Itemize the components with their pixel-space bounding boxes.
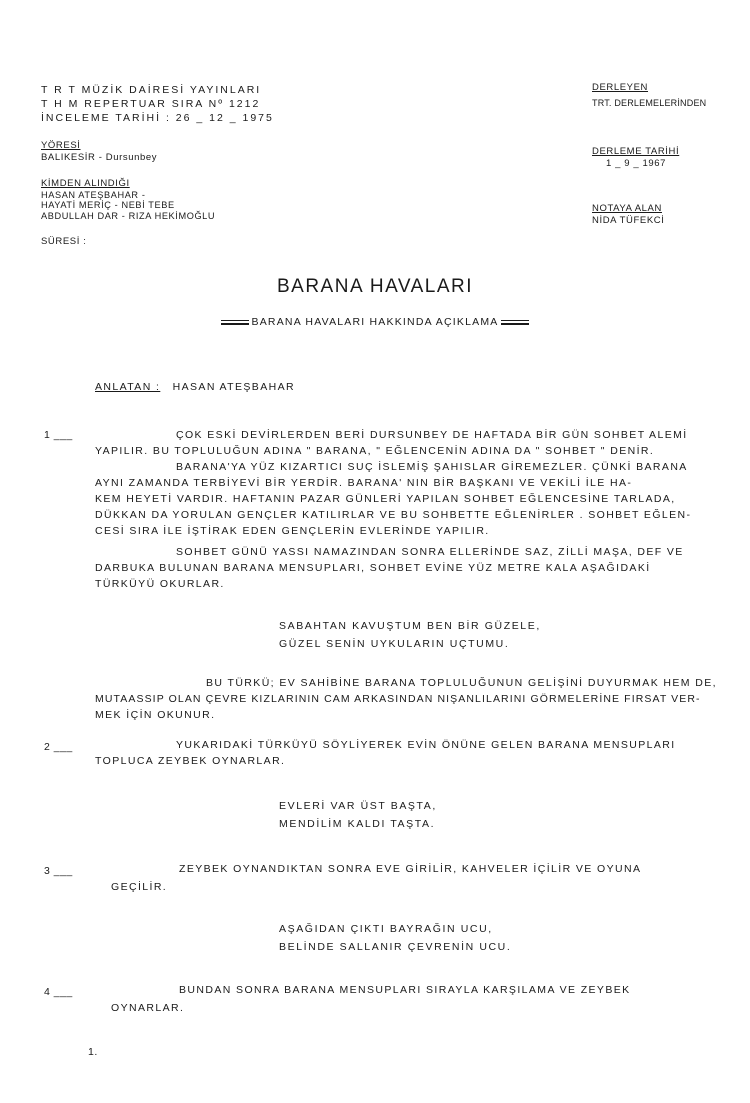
section-line: YAPILIR. BU TOPLULUĞUN ADINA " BARANA, " EĞLENCENİN ADINA DA " SOHBET " DENİR.	[95, 445, 655, 457]
section-line: ÇOK ESKİ DEVİRLERDEN BERİ DURSUNBEY DE HAFTADA BİR GÜN SOHBET ALEMİ	[176, 429, 688, 441]
derleme-tarihi-block	[592, 146, 679, 169]
kimden-label: KİMDEN ALINDIĞI	[41, 178, 130, 189]
derleme-tarihi-value: 1 _ 9 _ 1967	[606, 157, 667, 169]
section-number: 3 ___	[44, 865, 73, 877]
section-line: TÜRKÜYÜ OKURLAR.	[95, 578, 225, 590]
repertoire-line: T H M REPERTUAR SIRA Nº 1212	[41, 98, 261, 110]
source-line: HASAN ATEŞBAHAR -	[41, 189, 146, 200]
section-line: DÜKKAN DA YORULAN GENÇLER KATILIRLAR VE BU SOHBETTE EĞLENİRLER . SOHBET EĞLEN-	[95, 509, 692, 521]
derleyen-block	[592, 82, 706, 109]
verse-line: GÜZEL SENİN UYKULARIN UÇTUMU.	[279, 638, 510, 650]
section-number: 1 ___	[44, 429, 73, 441]
notaya-value: NİDA TÜFEKCİ	[592, 214, 665, 226]
source-line: ABDULLAH DAR - RIZA HEKİMOĞLU	[41, 210, 216, 221]
section-line: SOHBET GÜNÜ YASSI NAMAZINDAN SONRA ELLERİNDE SAZ, ZİLLİ MAŞA, DEF VE	[176, 546, 684, 558]
section-line: DARBUKA BULUNAN BARANA MENSUPLARI, SOHBET EVİNE YÜZ METRE KALA AŞAĞIDAKİ	[95, 562, 651, 574]
verse	[279, 920, 511, 956]
derleme-tarihi-label: DERLEME TARİHİ	[592, 146, 680, 157]
derleyen-value: TRT. DERLEMELERİNDEN	[592, 97, 707, 108]
anlatan-row	[95, 380, 295, 395]
notaya-block	[592, 203, 664, 226]
verse-line: SABAHTAN KAVUŞTUM BEN BİR GÜZELE,	[279, 620, 541, 632]
suresi-label: SÜRESİ :	[41, 236, 87, 247]
section-line: YUKARIDAKİ TÜRKÜYÜ SÖYLİYEREK EVİN ÖNÜNE GELEN BARANA MENSUPLARI	[176, 739, 676, 751]
yoresi-value: BALIKESİR - Dursunbey	[41, 151, 158, 163]
section-line: BU TÜRKÜ; EV SAHİBİNE BARANA TOPLULUĞUNUN GELİŞİNİ DUYURMAK HEM DE,	[206, 677, 717, 689]
page-number: 1.	[88, 1046, 98, 1058]
yoresi-block	[41, 140, 157, 163]
source-line: HAYATİ MERİÇ - NEBİ TEBE	[41, 200, 175, 210]
verse-line: AŞAĞIDAN ÇIKTI BAYRAĞIN UCU,	[279, 923, 493, 935]
notaya-label: NOTAYA ALAN	[592, 203, 662, 214]
derleyen-label: DERLEYEN	[592, 82, 649, 93]
header-left	[41, 83, 274, 125]
verse-line: EVLERİ VAR ÜST BAŞTA,	[279, 800, 437, 812]
section-line: MEK İÇİN OKUNUR.	[95, 709, 216, 721]
section-line: BARANA'YA YÜZ KIZARTICI SUÇ İSLEMİŞ ŞAHISLAR GİREMEZLER. ÇÜNKİ BARANA	[176, 461, 688, 473]
rule-left	[221, 320, 249, 325]
anlatan-value: HASAN ATEŞBAHAR	[172, 381, 295, 393]
yoresi-label: YÖRESİ	[41, 140, 81, 151]
page-title: BARANA HAVALARI	[276, 276, 474, 297]
section-line: CESİ SIRA İLE İŞTİRAK EDEN GENÇLERİN EVLERİNDE YAPILIR.	[95, 525, 490, 537]
rule-right	[501, 320, 529, 325]
section-line: OYNARLAR.	[111, 1002, 185, 1014]
review-date-line: İNCELEME TARİHİ : 26 _ 12 _ 1975	[41, 112, 274, 124]
section-line: GEÇİLİR.	[111, 881, 168, 893]
section-line: BUNDAN SONRA BARANA MENSUPLARI SIRAYLA KARŞILAMA VE ZEYBEK	[179, 984, 631, 996]
verse-line: MENDİLİM KALDI TAŞTA.	[279, 818, 436, 830]
section-line: TOPLUCA ZEYBEK OYNARLAR.	[95, 755, 286, 767]
verse	[279, 797, 437, 833]
kimden-block	[41, 178, 215, 221]
section-number: 2 ___	[44, 741, 73, 753]
archive-line: T R T MÜZİK DAİRESİ YAYINLARI	[41, 84, 262, 96]
verse-line: BELİNDE SALLANIR ÇEVRENİN UCU.	[279, 941, 512, 953]
section-line: ZEYBEK OYNANDIKTAN SONRA EVE GİRİLİR, KAHVELER İÇİLİR VE OYUNA	[179, 863, 642, 875]
verse	[279, 617, 541, 653]
anlatan-label: ANLATAN :	[95, 381, 161, 393]
section-number: 4 ___	[44, 986, 73, 998]
subtitle-row	[0, 316, 750, 328]
section-line: AYNI ZAMANDA TERBİYEVİ BİR YERDİR. BARANA' NIN BİR BAŞKANI VE VEKİLİ İLE HA-	[95, 477, 633, 489]
section-line: KEM HEYETİ VARDIR. HAFTANIN PAZAR GÜNLERİ YAPILAN SOHBET EĞLENCESİNE TARLADA,	[95, 493, 676, 505]
subtitle: BARANA HAVALARI HAKKINDA AÇIKLAMA	[251, 316, 499, 328]
section-line: MUTAASSIP OLAN ÇEVRE KIZLARININ CAM ARKASINDAN NIŞANLILARINI GÖRMELERİNE FIRSAT VER-	[95, 693, 701, 705]
